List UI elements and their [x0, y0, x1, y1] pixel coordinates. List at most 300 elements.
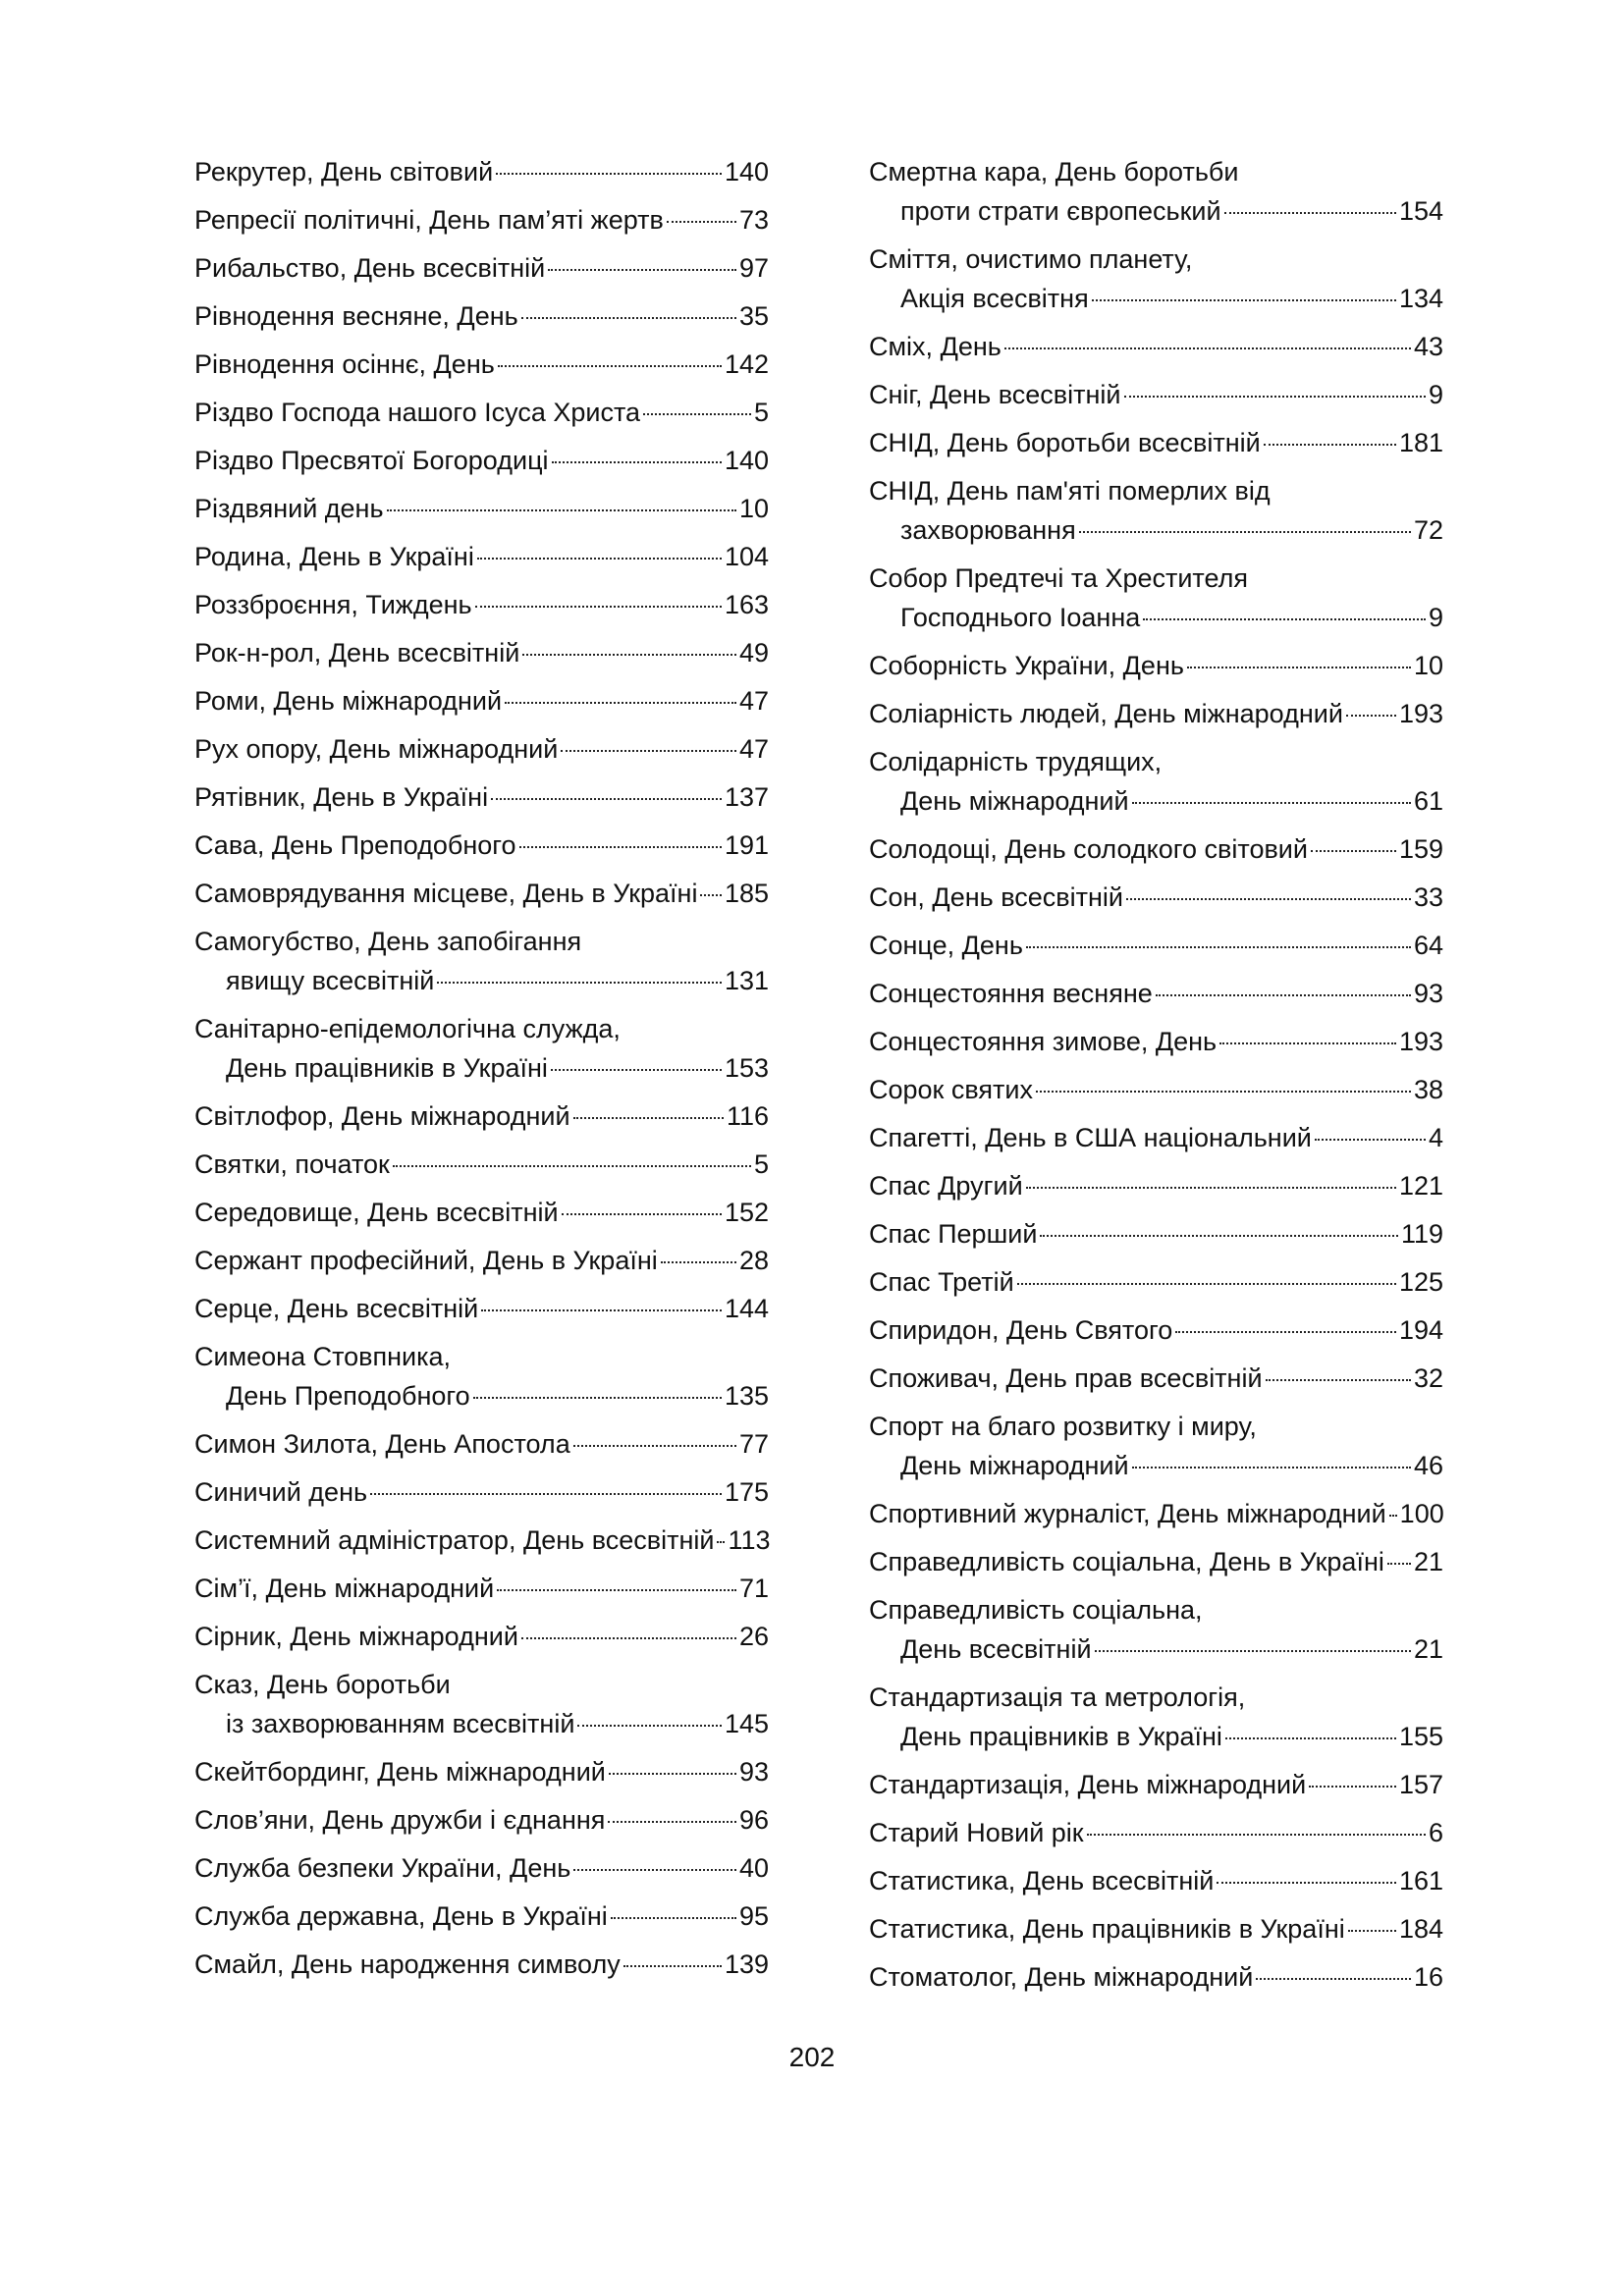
- index-term: Справедливість соціальна,: [869, 1595, 1203, 1625]
- index-entry-continuation: [869, 1446, 1443, 1485]
- index-entry-heading: [194, 1848, 769, 1888]
- dot-leader: [1346, 715, 1396, 717]
- dot-leader: [1132, 1467, 1411, 1468]
- index-page-ref: 155: [1398, 1722, 1443, 1751]
- index-entry-continuation: [869, 598, 1443, 637]
- index-entry: [194, 681, 769, 721]
- index-term: Сім’ї, День міжнародний: [194, 1574, 495, 1603]
- index-entry: [194, 777, 769, 817]
- index-term: Світлофор, День міжнародний: [194, 1101, 570, 1131]
- dot-leader: [1256, 1978, 1411, 1980]
- index-entry-heading: [869, 1813, 1443, 1852]
- index-page-ref: 64: [1413, 931, 1443, 960]
- index-term: День міжнародний: [900, 786, 1129, 816]
- dot-leader: [497, 1589, 736, 1591]
- index-entry: [194, 1424, 769, 1464]
- dot-leader: [1266, 1379, 1411, 1381]
- index-term: Святки, початок: [194, 1149, 390, 1179]
- index-entry-heading: [194, 1289, 769, 1328]
- index-entry: [194, 345, 769, 384]
- index-entry: [869, 1214, 1443, 1254]
- index-entry: [194, 1752, 769, 1791]
- index-entry: [869, 1590, 1443, 1669]
- index-entry-heading: [194, 345, 769, 384]
- index-page-ref: 21: [1413, 1634, 1443, 1664]
- dot-leader: [573, 1445, 736, 1447]
- index-entry: [194, 537, 769, 576]
- index-page-ref: 121: [1398, 1171, 1443, 1201]
- index-term: Системний адміністратор, День всесвітній: [194, 1525, 715, 1555]
- index-entry: [869, 1262, 1443, 1302]
- index-entry: [869, 829, 1443, 869]
- index-entry-heading: [869, 1214, 1443, 1254]
- index-term: Сніг, День всесвітній: [869, 380, 1121, 409]
- index-entry: [869, 1765, 1443, 1804]
- index-entry-heading: [869, 423, 1443, 462]
- index-term: Сонцестояння зимове, День: [869, 1027, 1218, 1056]
- dot-leader: [1040, 1235, 1398, 1237]
- index-page-ref: 40: [738, 1853, 769, 1883]
- dot-leader: [1126, 898, 1411, 900]
- index-entry: [194, 1096, 769, 1136]
- index-entry-heading: [194, 681, 769, 721]
- dot-leader: [1309, 1786, 1396, 1788]
- index-term: Рівнодення осіннє, День: [194, 349, 495, 379]
- index-page-ref: 47: [738, 734, 769, 764]
- index-entry: [194, 633, 769, 672]
- index-entry-continuation: [869, 191, 1443, 231]
- dot-leader: [1217, 1882, 1396, 1884]
- index-entry-heading: [869, 1359, 1443, 1398]
- index-entry: [869, 1070, 1443, 1109]
- index-term: День працівників в Україні: [900, 1722, 1222, 1751]
- index-term: Спортивний журналіст, День міжнародний: [869, 1499, 1386, 1528]
- index-page-ref: 193: [1398, 1027, 1443, 1056]
- index-entry-heading: [869, 1262, 1443, 1302]
- index-term: Акція всесвітня: [900, 284, 1089, 313]
- index-entry: [869, 1494, 1443, 1533]
- index-entry-heading: [194, 1193, 769, 1232]
- dot-leader: [473, 1397, 722, 1399]
- index-entry: [194, 922, 769, 1000]
- index-page-ref: 95: [738, 1901, 769, 1931]
- index-term: Сержант професійний, День в Україні: [194, 1246, 658, 1275]
- index-page-ref: 73: [738, 205, 769, 235]
- dot-leader: [1224, 212, 1396, 214]
- dot-leader: [522, 654, 736, 656]
- index-entry: [869, 1957, 1443, 1997]
- index-entry-heading: [194, 826, 769, 865]
- index-page-ref: 35: [738, 301, 769, 331]
- index-entry-heading: [194, 1241, 769, 1280]
- dot-leader: [370, 1493, 722, 1495]
- index-term: Різдво Пресвятої Богородиці: [194, 446, 549, 475]
- index-term: Сон, День всесвітній: [869, 882, 1123, 912]
- index-entry-heading: [869, 1678, 1443, 1717]
- index-entry-heading: [869, 1590, 1443, 1629]
- index-entry-heading: [194, 1665, 769, 1704]
- index-entry: [869, 559, 1443, 637]
- index-entry: [869, 878, 1443, 917]
- index-entry: [194, 1193, 769, 1232]
- dot-leader: [1095, 1650, 1411, 1652]
- index-entry: [869, 1909, 1443, 1949]
- index-entry: [194, 1521, 769, 1560]
- index-entry-heading: [194, 1617, 769, 1656]
- index-entry-heading: [869, 327, 1443, 366]
- index-page-ref: 131: [724, 966, 769, 995]
- index-entry-heading: [194, 393, 769, 432]
- index-entry-continuation: [194, 1704, 769, 1743]
- index-page-ref: 184: [1398, 1914, 1443, 1944]
- index-page-ref: 77: [738, 1429, 769, 1459]
- index-entry-heading: [194, 537, 769, 576]
- dot-leader: [561, 750, 736, 752]
- index-page-ref: 49: [738, 638, 769, 667]
- index-page-ref: 10: [738, 494, 769, 523]
- index-page-ref: 10: [1413, 651, 1443, 680]
- dot-leader: [1036, 1091, 1411, 1093]
- index-entry-heading: [869, 1407, 1443, 1446]
- index-page-ref: 72: [1413, 515, 1443, 545]
- dot-leader: [387, 509, 736, 511]
- index-term: Симон Зилота, День Апостола: [194, 1429, 570, 1459]
- index-page-ref: 134: [1398, 284, 1443, 313]
- index-page-ref: 61: [1413, 786, 1443, 816]
- dot-leader: [609, 1773, 736, 1775]
- index-term: Сонцестояння весняне: [869, 979, 1153, 1008]
- index-page-ref: 33: [1413, 882, 1443, 912]
- index-entry: [194, 1241, 769, 1280]
- index-entry-heading: [869, 1861, 1443, 1900]
- index-page-ref: 93: [738, 1757, 769, 1787]
- index-entry: [194, 1145, 769, 1184]
- index-entry: [194, 441, 769, 480]
- index-term: Рух опору, День міжнародний: [194, 734, 559, 764]
- index-entry: [869, 152, 1443, 231]
- index-term: День міжнародний: [900, 1451, 1129, 1480]
- index-term: Старий Новий рік: [869, 1818, 1084, 1847]
- dot-leader: [611, 1917, 736, 1919]
- index-page-ref: 152: [724, 1198, 769, 1227]
- index-term: Соборність України, День: [869, 651, 1184, 680]
- index-page-ref: 140: [724, 446, 769, 475]
- index-entry-heading: [194, 1569, 769, 1608]
- index-entry: [869, 1542, 1443, 1581]
- index-entry-continuation: [194, 1376, 769, 1415]
- index-entry-heading: [194, 1009, 769, 1048]
- index-entry: [194, 296, 769, 336]
- dot-leader: [437, 982, 722, 984]
- index-entry: [869, 646, 1443, 685]
- index-entry: [194, 1289, 769, 1328]
- index-term: Спорт на благо розвитку і миру,: [869, 1412, 1257, 1441]
- index-page-ref: 46: [1413, 1451, 1443, 1480]
- index-entry-heading: [869, 878, 1443, 917]
- index-entry: [869, 471, 1443, 550]
- index-page-ref: 116: [726, 1101, 769, 1131]
- index-page-ref: 32: [1413, 1363, 1443, 1393]
- index-page-ref: 161: [1398, 1866, 1443, 1896]
- index-entry-heading: [869, 1494, 1443, 1533]
- index-column-right: [869, 152, 1443, 2005]
- index-term: із захворюванням всесвітній: [226, 1709, 575, 1738]
- index-term: Солідарність трудящих,: [869, 747, 1163, 776]
- index-entry-heading: [194, 152, 769, 191]
- dot-leader: [1219, 1042, 1396, 1044]
- index-page-ref: 43: [1413, 332, 1443, 361]
- index-term: День працівників в Україні: [226, 1053, 548, 1083]
- dot-leader: [608, 1821, 736, 1823]
- index-entry: [194, 1665, 769, 1743]
- index-term: Спас Третій: [869, 1267, 1014, 1297]
- index-entry: [869, 1310, 1443, 1350]
- index-term: Сонце, День: [869, 931, 1023, 960]
- index-term: Служба державна, День в Україні: [194, 1901, 608, 1931]
- index-entry-heading: [869, 974, 1443, 1013]
- index-entry-heading: [869, 1310, 1443, 1350]
- dot-leader: [1026, 1187, 1396, 1189]
- index-entry-heading: [194, 1145, 769, 1184]
- index-entry-heading: [869, 1118, 1443, 1157]
- index-page-ref: 175: [724, 1477, 769, 1507]
- dot-leader: [1175, 1331, 1396, 1333]
- index-term: Рівнодення весняне, День: [194, 301, 518, 331]
- dot-leader: [519, 846, 722, 848]
- index-term: Слов’яни, День дружби і єднання: [194, 1805, 606, 1835]
- index-page-ref: 144: [724, 1294, 769, 1323]
- index-term: Стоматолог, День міжнародний: [869, 1962, 1254, 1992]
- index-entry: [194, 1472, 769, 1512]
- index-term: Споживач, День прав всесвітній: [869, 1363, 1263, 1393]
- index-entry-continuation: [869, 1629, 1443, 1669]
- index-term: Господнього Іоанна: [900, 603, 1141, 632]
- dot-leader: [1143, 618, 1426, 620]
- index-entry-heading: [194, 1472, 769, 1512]
- index-entry: [869, 974, 1443, 1013]
- index-page-ref: 26: [738, 1622, 769, 1651]
- dot-leader: [1079, 531, 1411, 533]
- index-page-ref: 163: [724, 590, 769, 619]
- dot-leader: [1092, 299, 1396, 301]
- index-term: День всесвітній: [900, 1634, 1092, 1664]
- dot-leader: [548, 269, 736, 271]
- dot-leader: [1187, 667, 1411, 668]
- dot-leader: [1348, 1930, 1396, 1932]
- dot-leader: [477, 558, 722, 560]
- index-term: СНІД, День пам'яті померлих від: [869, 476, 1271, 506]
- index-page-ref: 104: [724, 542, 769, 571]
- dot-leader: [1389, 1515, 1397, 1517]
- index-entry: [194, 393, 769, 432]
- index-term: Статистика, День всесвітній: [869, 1866, 1215, 1896]
- dot-leader: [1225, 1737, 1396, 1739]
- index-entry-heading: [194, 1800, 769, 1840]
- index-term: Справедливість соціальна, День в Україні: [869, 1547, 1384, 1576]
- index-page-ref: 125: [1398, 1267, 1443, 1297]
- index-term: Рок-н-рол, День всесвітній: [194, 638, 520, 667]
- index-term: Синичий день: [194, 1477, 368, 1507]
- index-entry: [869, 423, 1443, 462]
- index-entry: [194, 152, 769, 191]
- index-term: Стандартизація, День міжнародний: [869, 1770, 1307, 1799]
- index-page-ref: 9: [1428, 603, 1443, 632]
- index-term: Різдвяний день: [194, 494, 384, 523]
- index-term: Солодощі, День солодкого світовий: [869, 834, 1308, 864]
- dot-leader: [393, 1165, 751, 1167]
- dot-leader: [551, 1069, 722, 1071]
- index-page-ref: 47: [738, 686, 769, 716]
- index-entry: [194, 1945, 769, 1984]
- index-term: Смертна кара, День боротьби: [869, 157, 1239, 187]
- index-entry: [869, 327, 1443, 366]
- index-term: Стандартизація та метрологія,: [869, 1682, 1246, 1712]
- index-entry: [194, 200, 769, 240]
- index-entry-heading: [869, 1765, 1443, 1804]
- index-page-ref: 139: [724, 1949, 769, 1979]
- index-entry-heading: [194, 874, 769, 913]
- index-page-ref: 93: [1413, 979, 1443, 1008]
- index-term: Роззброєння, Тиждень: [194, 590, 472, 619]
- index-entry: [194, 1009, 769, 1088]
- index-term: Самогубство, День запобігання: [194, 927, 582, 956]
- index-entry-heading: [194, 489, 769, 528]
- index-term: Середовище, День всесвітній: [194, 1198, 559, 1227]
- index-entry: [869, 240, 1443, 318]
- index-page-ref: 9: [1428, 380, 1443, 409]
- index-term: Спагетті, День в США національний: [869, 1123, 1312, 1152]
- index-entry: [869, 1118, 1443, 1157]
- index-page-ref: 4: [1428, 1123, 1443, 1152]
- index-page-ref: 140: [724, 157, 769, 187]
- index-page-ref: 38: [1413, 1075, 1443, 1104]
- index-entry: [194, 585, 769, 624]
- index-entry: [194, 1337, 769, 1415]
- index-term: Рекрутер, День світовий: [194, 157, 494, 187]
- index-entry: [869, 694, 1443, 733]
- index-entry-heading: [869, 1070, 1443, 1109]
- index-term: Собор Предтечі та Хрестителя: [869, 563, 1248, 593]
- index-entry-heading: [869, 240, 1443, 279]
- index-entry: [869, 375, 1443, 414]
- index-term: День Преподобного: [226, 1381, 470, 1411]
- index-page-ref: 194: [1398, 1315, 1443, 1345]
- index-term: Репресії політичні, День пам’яті жертв: [194, 205, 664, 235]
- index-entry-heading: [194, 1521, 769, 1560]
- dot-leader: [496, 173, 722, 175]
- index-entry-heading: [194, 441, 769, 480]
- dot-leader: [1017, 1283, 1396, 1285]
- index-term: Санітарно-епідемологічна служда,: [194, 1014, 621, 1043]
- index-entry-heading: [194, 1752, 769, 1791]
- index-page-ref: 100: [1399, 1499, 1444, 1528]
- index-page-ref: 137: [724, 782, 769, 812]
- index-term: Сміх, День: [869, 332, 1001, 361]
- dot-leader: [573, 1869, 736, 1871]
- index-term: Спас Перший: [869, 1219, 1038, 1249]
- index-term: Соліарність людей, День міжнародний: [869, 699, 1343, 728]
- dot-leader: [661, 1261, 736, 1263]
- index-entry-heading: [194, 585, 769, 624]
- index-page-ref: 71: [738, 1574, 769, 1603]
- index-entry-heading: [869, 1542, 1443, 1581]
- index-page-ref: 154: [1398, 196, 1443, 226]
- dot-leader: [552, 461, 722, 463]
- index-page-ref: 5: [753, 398, 769, 427]
- index-entry-heading: [194, 1337, 769, 1376]
- index-term: Сказ, День боротьби: [194, 1670, 451, 1699]
- index-entry: [869, 1166, 1443, 1205]
- dot-leader: [623, 1965, 722, 1967]
- dot-leader: [521, 1637, 736, 1639]
- dot-leader: [491, 798, 722, 800]
- index-term: Самоврядування місцеве, День в Україні: [194, 879, 698, 908]
- index-entry-heading: [194, 633, 769, 672]
- index-entry-heading: [194, 1096, 769, 1136]
- index-term: Рибальство, День всесвітній: [194, 253, 546, 283]
- index-entry: [869, 1861, 1443, 1900]
- index-page-ref: 21: [1413, 1547, 1443, 1576]
- dot-leader: [1124, 396, 1426, 398]
- dot-leader: [1004, 347, 1411, 349]
- index-term: Сава, День Преподобного: [194, 830, 516, 860]
- index-entry-heading: [194, 296, 769, 336]
- index-entry-heading: [194, 1424, 769, 1464]
- index-entry: [194, 729, 769, 769]
- index-term: Сміття, очистимо планету,: [869, 244, 1193, 274]
- index-page-ref: 181: [1398, 428, 1443, 457]
- index-term: захворювання: [900, 515, 1076, 545]
- index-page-ref: 6: [1428, 1818, 1443, 1847]
- index-entry: [194, 1896, 769, 1936]
- dot-leader: [521, 317, 736, 319]
- index-entry-heading: [869, 694, 1443, 733]
- index-entry-heading: [194, 248, 769, 288]
- index-entry: [194, 1848, 769, 1888]
- dot-leader: [498, 365, 722, 367]
- index-entry: [869, 1678, 1443, 1756]
- index-term: Родина, День в Україні: [194, 542, 474, 571]
- index-term: проти страти європеський: [900, 196, 1221, 226]
- dot-leader: [1315, 1139, 1426, 1141]
- dot-leader: [505, 702, 736, 704]
- index-entry: [194, 1800, 769, 1840]
- index-term: Скейтбординг, День міжнародний: [194, 1757, 606, 1787]
- index-term: Роми, День міжнародний: [194, 686, 503, 716]
- index-page-ref: 135: [724, 1381, 769, 1411]
- index-page-ref: 142: [724, 349, 769, 379]
- index-entry-heading: [869, 375, 1443, 414]
- index-entry-heading: [869, 471, 1443, 510]
- index-term: Спас Другий: [869, 1171, 1023, 1201]
- index-entry-continuation: [869, 279, 1443, 318]
- index-page-ref: 97: [738, 253, 769, 283]
- index-term: Служба безпеки України, День: [194, 1853, 571, 1883]
- index-entry: [194, 826, 769, 865]
- index-page-ref: 157: [1398, 1770, 1443, 1799]
- index-column-left: [194, 152, 769, 1993]
- index-entry-heading: [194, 729, 769, 769]
- dot-leader: [717, 1541, 725, 1543]
- index-term: СНІД, День боротьби всесвітній: [869, 428, 1261, 457]
- index-page-ref: 28: [738, 1246, 769, 1275]
- dot-leader: [667, 221, 736, 223]
- index-page-ref: 185: [724, 879, 769, 908]
- index-entry-continuation: [869, 1717, 1443, 1756]
- dot-leader: [1132, 802, 1411, 804]
- index-term: Рятівник, День в Україні: [194, 782, 489, 812]
- index-entry-heading: [869, 742, 1443, 781]
